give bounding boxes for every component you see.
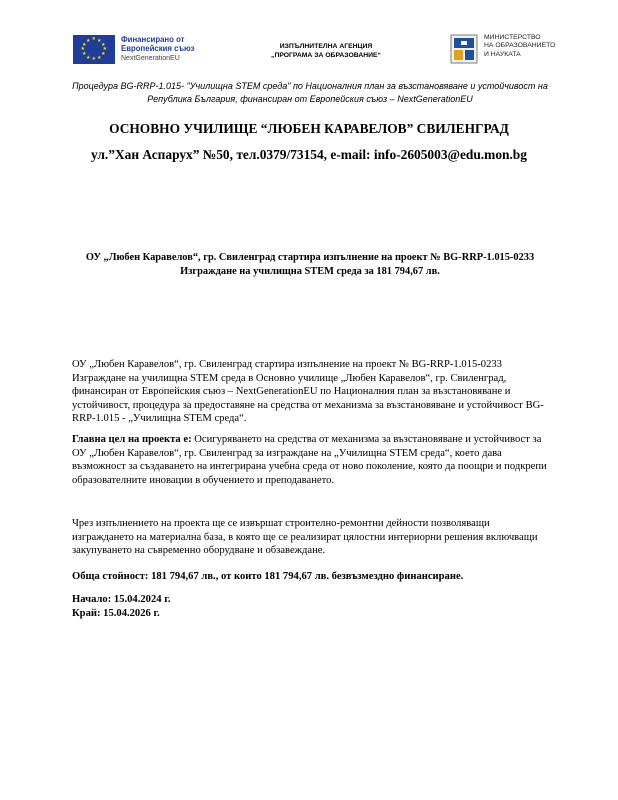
paragraph-activities: Чрез изпълнението на проекта ще се извършат строително-ремонтни дейности позволяващи изграждането на материална база, в която ще се реализират цялостни интериорни решения включващи закупуването на съвременно оборудване и обзавеждане. — [72, 518, 538, 557]
goal-label: Главна цел на проекта е: — [72, 434, 192, 445]
eu-logo-line1: Финансирано от — [121, 35, 185, 44]
agency-line2: „ПРОГРАМА ЗА ОБРАЗОВАНИЕ“ — [271, 52, 381, 59]
ministry-line1: МИНИСТЕРСТВО — [484, 34, 541, 41]
paragraph-goal — [72, 433, 548, 487]
paragraph-intro: ОУ „Любен Каравелов“, гр. Свиленград стартира изпълнение на проект № BG-RRP-1.015-0233 Изграждане на училищна STEM среда в Основно училище „Любен Каравелов“, гр. Свиленград, финансиран от Европейския съюз – NextGenerationEU по Националния план за възстановяване и устойчивост, процедура за предоставяне на средства от механизма за възстановяване и устойчивост BG-RRP-1.015 - „Училищна STEM среда“. — [72, 359, 544, 425]
agency-logo-text — [256, 42, 396, 60]
agency-line1: ИЗПЪЛНИТЕЛНА АГЕНЦИЯ — [279, 43, 373, 50]
eu-funding-logo — [73, 35, 195, 64]
ministry-emblem-icon — [450, 34, 478, 64]
total-value: Обща стойност: 181 794,67 лв., от които 181 794,67 лв. безвъзмездно финансиране. — [72, 571, 464, 582]
ministry-logo — [450, 34, 555, 64]
start-date: Начало: 15.04.2024 г. — [72, 594, 171, 605]
ministry-line2: НА ОБРАЗОВАНИЕТО — [484, 42, 556, 50]
end-date: Край: 15.04.2026 г. — [72, 608, 160, 619]
school-name: ОСНОВНО УЧИЛИЩЕ “ЛЮБЕН КАРАВЕЛОВ” СВИЛЕНГРАД — [109, 121, 509, 136]
goal-text: Осигуряването на средства от механизма за възстановяване и устойчивост за ОУ „Любен Каравелов“, гр. Свиленград за изграждане на „Училищна STEM среда“, което дава възможност за създаването на интегрирана учебна среда от ново поколение, която да поощри и подкрепи образователните иновации в обучението и преподаването. — [72, 434, 547, 486]
project-headline: ОУ „Любен Каравелов“, гр. Свиленград стартира изпълнение на проект № BG-RRP-1.015-0233 Изграждане на училищна STEM среда за 181 794,67 лв. — [85, 252, 535, 277]
eu-logo-line2: Европейския съюз — [121, 44, 195, 53]
eu-flag-icon: ★ ★ ★ ★ ★ ★ ★ ★ ★ ★ ★ ★ — [73, 35, 115, 64]
program-note: Процедура BG-RRP-1.015- "Училищна STEM среда" по Националния план за възстановяване и устойчивост на Република България, финансиран от Европейския съюз – NextGenerationEU — [72, 81, 548, 104]
ministry-line3: И НАУКАТА — [484, 50, 521, 58]
school-address: ул.”Хан Аспарух” №50, тел.0379/73154, e-mail: info-2605003@edu.mon.bg — [91, 147, 527, 162]
eu-logo-line3: NextGenerationEU — [121, 55, 180, 62]
